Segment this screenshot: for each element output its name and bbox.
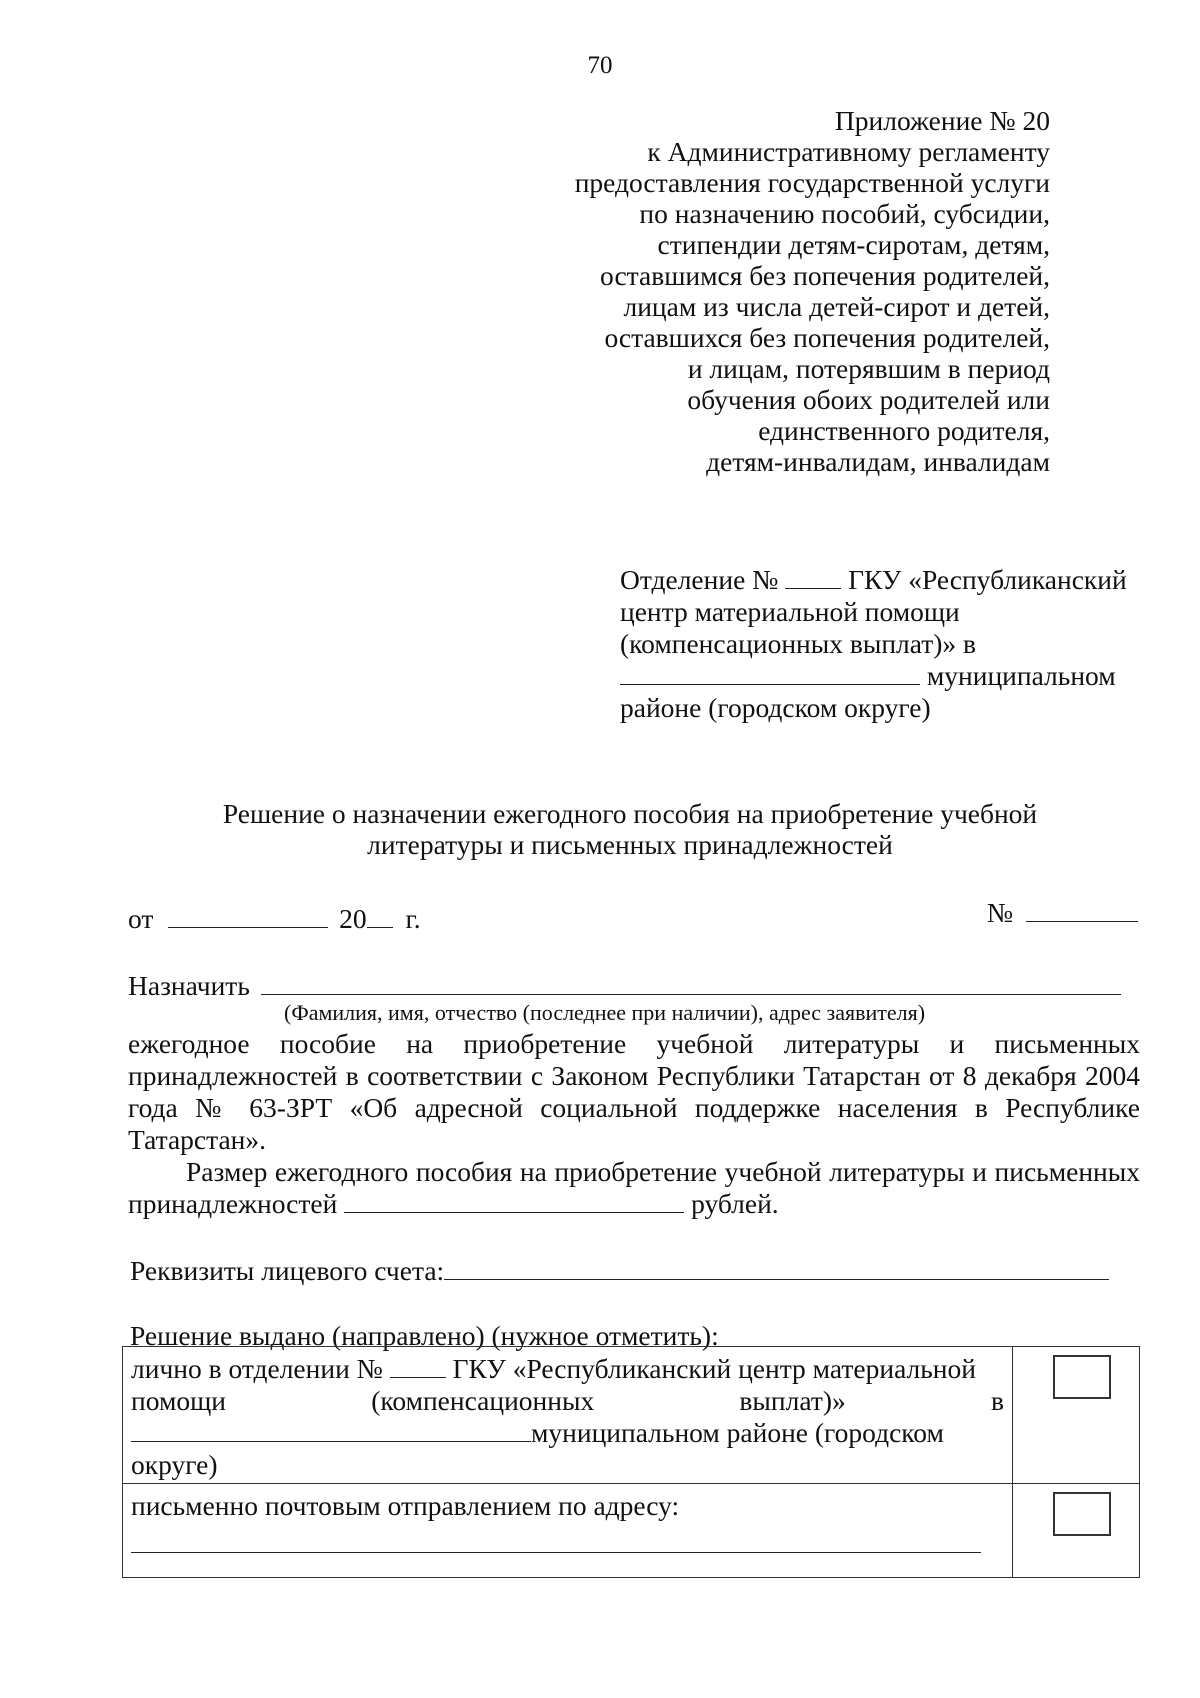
assign-line [128, 970, 1121, 1002]
issued-option-in-person [123, 1347, 1013, 1484]
appendix-line: лицам из числа детей-сирот и детей, [623, 291, 1050, 322]
assign-label: Назначить [128, 970, 250, 1001]
amount-field[interactable] [344, 1190, 684, 1213]
option-word: выплат)» [739, 1385, 846, 1416]
body-paragraph: ежегодное пособие на приобретение учебной литературы и письменных принадлежностей в соответствии с Законом Республики Татарстан от 8 декабря 2004 года № 63-ЗРТ «Об адресной социальной поддержке населения в Республике Татарстан». [128, 1028, 1140, 1155]
option-text: округе) [131, 1449, 218, 1480]
applicant-field[interactable] [261, 972, 1121, 995]
department-label: Отделение № [620, 564, 779, 595]
document-title [0, 798, 1200, 860]
issued-options-table [122, 1346, 1140, 1578]
appendix-line: к Административному регламенту [647, 136, 1050, 167]
option-text-line [131, 1385, 1004, 1417]
appendix-header [575, 105, 1050, 477]
applicant-hint: (Фамилия, имя, отчество (последнее при наличии), адрес заявителя) [284, 1000, 926, 1025]
department-line: центр материальной помощи [620, 596, 960, 627]
office-municipality-field[interactable] [131, 1419, 531, 1442]
checkbox-cell [1013, 1347, 1140, 1484]
appendix-line: стипендии детям-сиротам, детям, [657, 229, 1050, 260]
title-line: Решение о назначении ежегодного пособия на приобретение учебной [222, 798, 1038, 829]
amount-suffix: рублей. [691, 1188, 779, 1219]
year-field[interactable] [367, 905, 393, 928]
issued-option-row [123, 1347, 1140, 1484]
option-word: помощи [131, 1385, 226, 1416]
option-text: муниципальном районе (городском [531, 1417, 944, 1448]
appendix-line: обучения обоих родителей или [687, 384, 1050, 415]
issued-option-mail [123, 1484, 1013, 1578]
requisites-label: Реквизиты лицевого счета: [130, 1255, 445, 1286]
option-text: лично в отделении № [131, 1353, 383, 1384]
amount-text: Размер ежегодного пособия на приобретение учебной литературы и письменных принадлежностей [128, 1156, 1140, 1219]
appendix-line: по назначению пособий, субсидии, [639, 198, 1050, 229]
date-line [128, 903, 421, 935]
appendix-line: оставшимся без попечения родителей, [600, 260, 1050, 291]
appendix-line: детям-инвалидам, инвалидам [706, 446, 1050, 477]
department-line: (компенсационных выплат)» в [620, 628, 977, 659]
in-person-checkbox[interactable] [1053, 1355, 1111, 1399]
option-text: ГКУ «Республиканский центр материальной [452, 1353, 976, 1384]
issued-option-row [123, 1484, 1140, 1578]
office-number-field[interactable] [390, 1355, 446, 1378]
amount-paragraph [128, 1156, 1140, 1220]
appendix-line: и лицам, потерявшим в период [687, 353, 1050, 384]
date-prefix: от [128, 903, 154, 934]
appendix-line: предоставления государственной услуги [574, 167, 1050, 198]
municipality-field[interactable] [620, 662, 920, 685]
issued-label: Решение выдано (направлено) (нужное отметить): [130, 1320, 719, 1351]
decision-body [128, 1028, 1140, 1220]
date-field[interactable] [168, 905, 328, 928]
appendix-line: оставшихся без попечения родителей, [604, 322, 1050, 353]
mail-checkbox[interactable] [1053, 1492, 1111, 1536]
checkbox-cell [1013, 1484, 1140, 1578]
title-line: литературы и письменных принадлежностей [367, 829, 893, 860]
department-block [620, 564, 1127, 724]
option-word: в [990, 1385, 1004, 1416]
page-number: 70 [587, 52, 613, 79]
date-suffix: г. [405, 903, 421, 934]
appendix-line: Приложение № 20 [834, 105, 1050, 136]
decision-number-field[interactable] [1026, 899, 1138, 922]
date-year: 20 [339, 903, 367, 934]
department-line: районе (городском округе) [620, 692, 931, 723]
option-text: письменно почтовым отправлением по адресу: [131, 1490, 680, 1521]
department-number-field[interactable] [785, 566, 841, 589]
mail-address-field[interactable] [131, 1522, 981, 1553]
requisites-field[interactable] [444, 1257, 1109, 1280]
number-label: № [986, 897, 1014, 928]
requisites-line [130, 1255, 1109, 1287]
department-org: ГКУ «Республиканский [848, 564, 1127, 595]
appendix-line: единственного родителя, [758, 415, 1050, 446]
department-line: муниципальном [926, 660, 1116, 691]
option-word: (компенсационных [371, 1385, 595, 1416]
number-line [987, 897, 1138, 929]
